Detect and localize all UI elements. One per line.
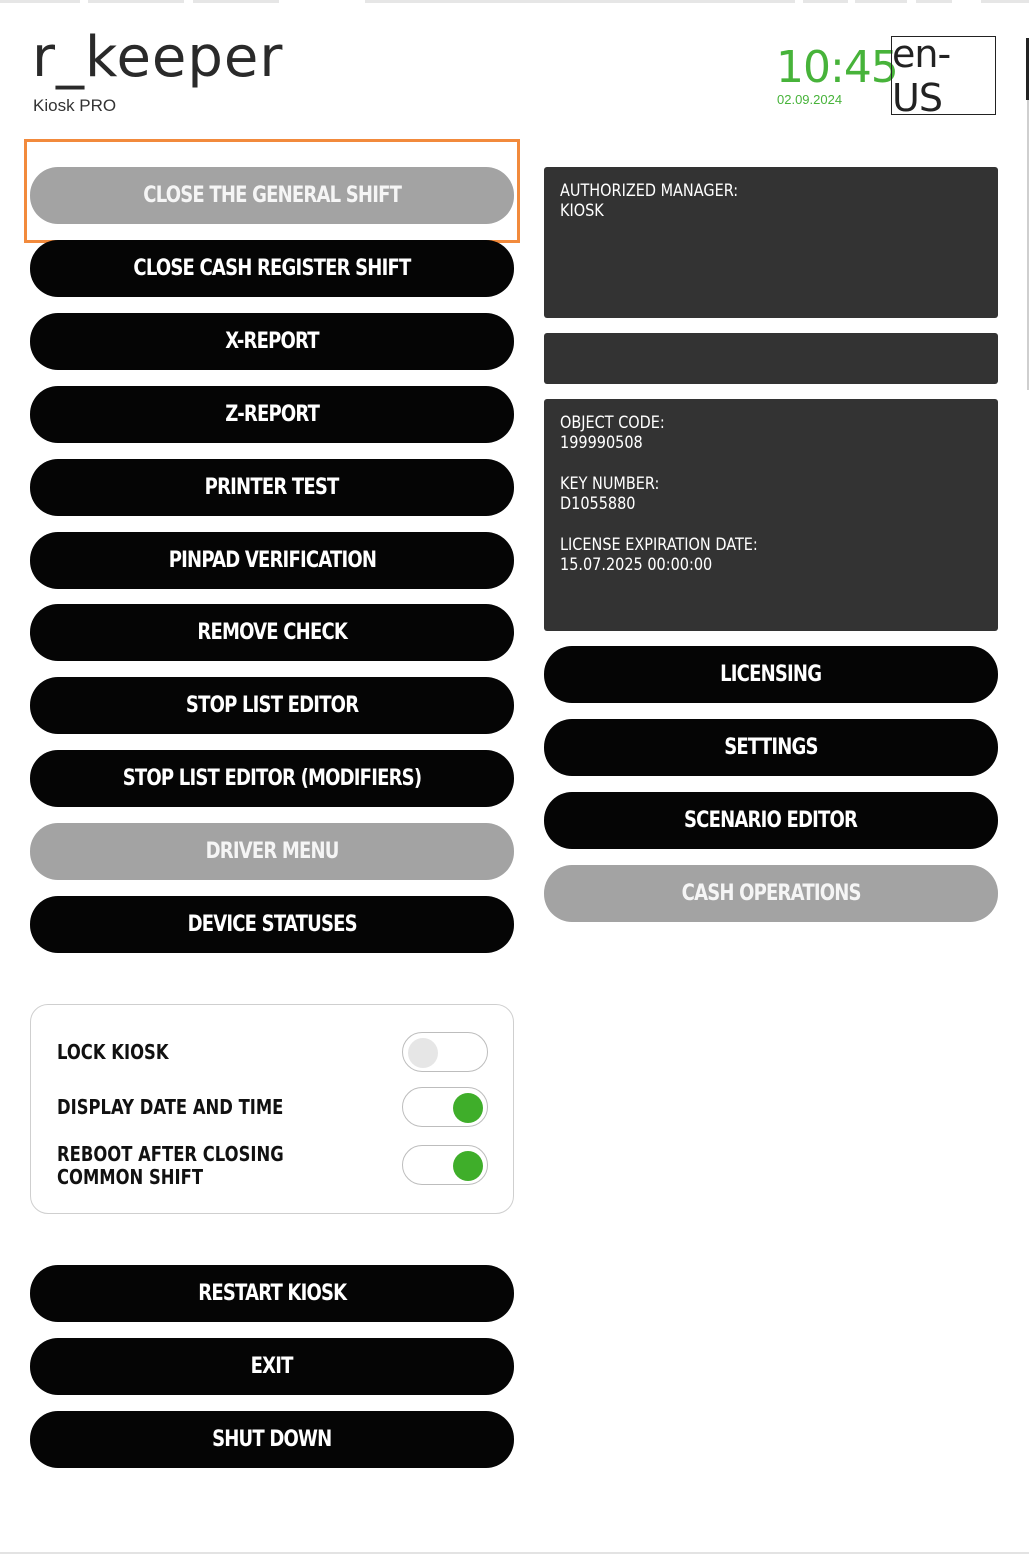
key-number-label: KEY NUMBER: [560, 474, 660, 494]
close-cash-register-shift-button[interactable] [30, 240, 514, 297]
button-label: EXIT [251, 1354, 293, 1379]
manager-value: KIOSK [560, 201, 604, 221]
device-statuses-button[interactable] [30, 896, 514, 953]
toggle-knob [453, 1093, 483, 1123]
clock-date: 02.09.2024 [777, 92, 843, 107]
button-label: RESTART KIOSK [197, 1281, 347, 1306]
browser-tab-strip [88, 0, 184, 3]
button-label: DEVICE STATUSES [187, 912, 357, 937]
button-label: REMOVE CHECK [197, 620, 347, 645]
browser-tab-strip [803, 0, 848, 3]
empty-info-panel [544, 333, 998, 384]
button-label: CLOSE CASH REGISTER SHIFT [133, 256, 411, 281]
object-code-value: 199990508 [560, 433, 643, 453]
button-label: X-REPORT [225, 329, 319, 354]
shut-down-button[interactable] [30, 1411, 514, 1468]
reboot-after-closing-label: REBOOT AFTER CLOSING COMMON SHIFT [57, 1142, 284, 1189]
restart-kiosk-button[interactable] [30, 1265, 514, 1322]
button-label: LICENSING [720, 662, 822, 687]
display-date-time-label: DISPLAY DATE AND TIME [57, 1095, 284, 1119]
button-label: PRINTER TEST [205, 475, 339, 500]
toggles-panel [30, 1004, 514, 1214]
printer-test-button[interactable] [30, 459, 514, 516]
browser-tab-strip [981, 0, 1029, 3]
button-label: STOP LIST EDITOR [185, 693, 359, 718]
exit-button[interactable] [30, 1338, 514, 1395]
browser-tab-strip [365, 0, 795, 3]
button-label: Z-REPORT [225, 402, 319, 427]
pinpad-verification-button[interactable] [30, 532, 514, 589]
license-expiration-label: LICENSE EXPIRATION DATE: [560, 535, 758, 555]
clock-time: 10:45 [776, 42, 898, 93]
stop-list-editor-modifiers-button[interactable] [30, 750, 514, 807]
app-logo: r_keeper [32, 25, 284, 90]
button-label: STOP LIST EDITOR (MODIFIERS) [122, 766, 422, 791]
reboot-after-closing-toggle[interactable] [402, 1145, 488, 1185]
browser-tab-strip [916, 0, 952, 3]
browser-tab-strip [193, 0, 279, 3]
scenario-editor-button[interactable] [544, 792, 998, 849]
license-info-panel [544, 399, 998, 631]
lock-kiosk-toggle[interactable] [402, 1032, 488, 1072]
browser-tab-strip [855, 0, 907, 3]
button-label: PINPAD VERIFICATION [168, 548, 376, 573]
browser-tab-strip [0, 0, 80, 3]
cash-operations-button[interactable] [544, 865, 998, 922]
button-label: CASH OPERATIONS [681, 881, 861, 906]
display-date-time-toggle[interactable] [402, 1087, 488, 1127]
lock-kiosk-label: LOCK KIOSK [57, 1040, 169, 1064]
settings-button[interactable] [544, 719, 998, 776]
toggle-knob [408, 1038, 438, 1068]
language-button[interactable]: en-US [891, 36, 996, 115]
button-label: DRIVER MENU [205, 839, 339, 864]
button-label: SCENARIO EDITOR [684, 808, 858, 833]
object-code-label: OBJECT CODE: [560, 413, 665, 433]
highlight-frame [24, 139, 520, 243]
remove-check-button[interactable] [30, 604, 514, 661]
manager-label: AUTHORIZED MANAGER: [560, 181, 739, 201]
stop-list-editor-button[interactable] [30, 677, 514, 734]
toggle-knob [453, 1151, 483, 1181]
button-label: SETTINGS [724, 735, 818, 760]
manager-info-panel [544, 167, 998, 318]
z-report-button[interactable] [30, 386, 514, 443]
app-subtitle: Kiosk PRO [33, 96, 117, 115]
licensing-button[interactable] [544, 646, 998, 703]
license-expiration-value: 15.07.2025 00:00:00 [560, 555, 713, 575]
x-report-button[interactable] [30, 313, 514, 370]
button-label: SHUT DOWN [212, 1427, 332, 1452]
key-number-value: D1055880 [560, 494, 636, 514]
driver-menu-button[interactable] [30, 823, 514, 880]
button-label: CLOSE THE GENERAL SHIFT [143, 183, 401, 208]
